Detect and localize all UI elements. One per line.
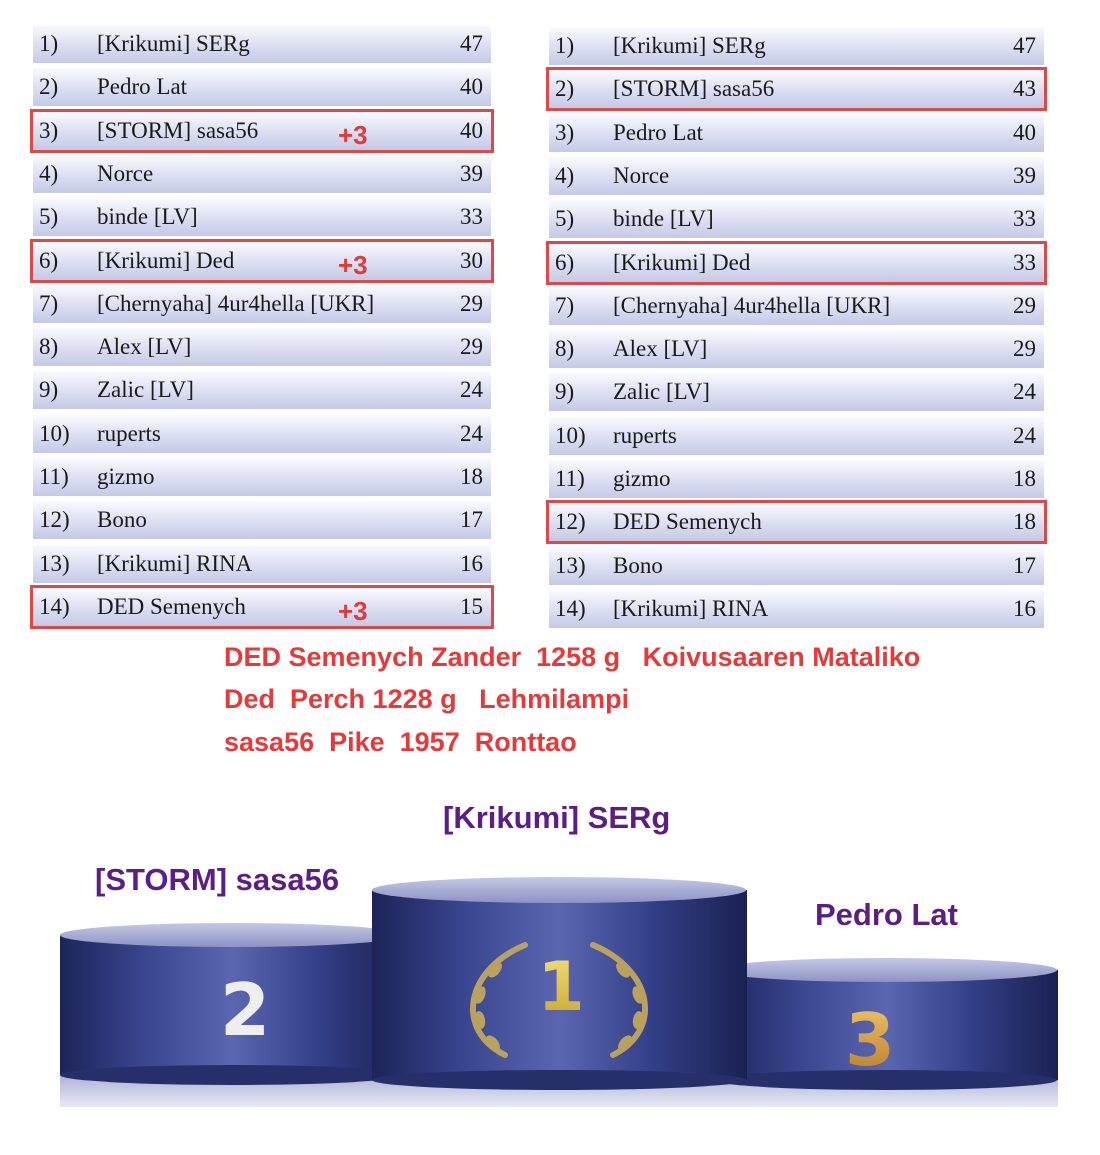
row-player-name: Norce: [613, 162, 670, 188]
row-rank: 10): [555, 422, 586, 448]
standings-row: [33, 25, 491, 63]
row-rank: 14): [555, 595, 586, 621]
standings-row: [549, 157, 1044, 195]
row-rank: 13): [555, 552, 586, 578]
row-player-name: [Chernyaha] 4ur4hella [UKR]: [97, 290, 375, 316]
row-player-name: Alex [LV]: [613, 336, 708, 362]
row-points: 39: [460, 160, 483, 186]
standings-row: [549, 244, 1044, 282]
row-rank: 7): [39, 290, 59, 316]
standings-row: [549, 114, 1044, 152]
podium-third-number: 3: [844, 998, 896, 1082]
standings-after-table: [549, 27, 1044, 625]
row-rank: 14): [39, 593, 70, 619]
catch-note-1: DED Semenych Zander 1258 g Koivusaaren Mataliko: [224, 642, 921, 672]
row-rank: 10): [39, 420, 70, 446]
row-points: 47: [1013, 33, 1036, 58]
row-points: 24: [1013, 379, 1036, 405]
row-points: 33: [1013, 249, 1036, 275]
row-player-name: Bono: [613, 552, 663, 578]
row-rank: 12): [555, 509, 586, 535]
row-rank: 2): [555, 76, 575, 102]
row-points: 24: [460, 420, 483, 446]
standings-row: [549, 27, 1044, 65]
row-player-name: [Krikumi] Ded: [613, 249, 751, 275]
row-points: 39: [1013, 162, 1036, 188]
row-player-name: [Chernyaha] 4ur4hella [UKR]: [613, 292, 891, 318]
row-player-name: [Krikumi] SERg: [97, 31, 250, 56]
row-points: 17: [460, 507, 483, 533]
standings-row: [549, 330, 1044, 368]
standings-row: [549, 287, 1044, 325]
row-player-name: binde [LV]: [613, 206, 714, 232]
podium-second-name: [STORM] sasa56: [95, 862, 340, 897]
bonus-points-label: +3: [338, 249, 368, 280]
standings-row: [549, 547, 1044, 585]
row-points: 24: [1013, 422, 1036, 448]
standings-row: [549, 200, 1044, 238]
standings-row: [549, 373, 1044, 411]
row-player-name: binde [LV]: [97, 204, 198, 230]
row-rank: 12): [39, 507, 70, 533]
row-rank: 8): [39, 334, 59, 360]
row-player-name: [Krikumi] Ded: [97, 247, 235, 273]
standings-row: [33, 242, 491, 280]
row-rank: 13): [39, 550, 70, 576]
row-points: 29: [1013, 336, 1036, 362]
row-rank: 5): [555, 206, 575, 232]
catch-note-3: sasa56 Pike 1957 Ronttao: [224, 727, 577, 757]
bonus-points-label: +3: [338, 119, 368, 150]
row-player-name: gizmo: [97, 464, 155, 489]
row-rank: 3): [555, 119, 575, 145]
row-player-name: Bono: [97, 507, 147, 533]
podium-first-name: [Krikumi] SERg: [443, 800, 671, 835]
row-player-name: Pedro Lat: [613, 119, 704, 145]
row-rank: 1): [39, 31, 59, 56]
podium-second-block: [60, 923, 405, 1085]
row-rank: 9): [39, 377, 59, 403]
row-points: 29: [1013, 292, 1036, 318]
row-player-name: DED Semenych: [97, 593, 246, 619]
row-player-name: ruperts: [97, 420, 161, 446]
row-player-name: [Krikumi] RINA: [613, 595, 769, 621]
row-points: 29: [460, 334, 483, 360]
standings-row: [33, 458, 491, 496]
row-player-name: Zalic [LV]: [97, 377, 194, 403]
row-points: 29: [460, 290, 483, 316]
row-player-name: [Krikumi] SERg: [613, 33, 766, 58]
standings-row: [33, 198, 491, 236]
row-rank: 5): [39, 204, 59, 230]
row-points: 30: [460, 247, 483, 273]
row-rank: 4): [555, 162, 575, 188]
podium-first-number: 1: [537, 948, 585, 1027]
row-player-name: [STORM] sasa56: [97, 117, 259, 143]
row-points: 17: [1013, 552, 1036, 578]
row-rank: 2): [39, 74, 59, 100]
row-points: 18: [460, 464, 483, 489]
row-points: 16: [460, 550, 483, 576]
standings-row: [33, 68, 491, 106]
row-points: 18: [1013, 466, 1036, 491]
standings-row: [33, 371, 491, 409]
row-points: 40: [460, 117, 483, 143]
standings-row: [549, 503, 1044, 541]
podium-third-name: Pedro Lat: [815, 897, 958, 932]
row-rank: 6): [39, 247, 59, 273]
row-rank: 8): [555, 336, 575, 362]
row-rank: 6): [555, 249, 575, 275]
row-points: 18: [1013, 509, 1036, 535]
standings-row: [33, 415, 491, 453]
row-rank: 1): [555, 33, 575, 58]
row-player-name: Zalic [LV]: [613, 379, 710, 405]
row-points: 47: [460, 31, 483, 56]
standings-row: [549, 590, 1044, 628]
standings-before-table: [33, 25, 491, 629]
row-points: 15: [460, 593, 483, 619]
row-points: 43: [1013, 76, 1036, 102]
row-points: 16: [1013, 595, 1036, 621]
row-player-name: gizmo: [613, 466, 671, 491]
standings-row: [33, 545, 491, 583]
row-points: 40: [1013, 119, 1036, 145]
standings-row: [549, 417, 1044, 455]
standings-row: [33, 501, 491, 539]
row-points: 33: [1013, 206, 1036, 232]
row-player-name: [STORM] sasa56: [613, 76, 775, 102]
catch-note-2: Ded Perch 1228 g Lehmilampi: [224, 684, 630, 714]
podium-second-number: 2: [219, 968, 271, 1052]
row-player-name: DED Semenych: [613, 509, 762, 535]
podium-first-block: [372, 877, 747, 1090]
row-rank: 7): [555, 292, 575, 318]
podium-graphic: [55, 860, 1060, 1110]
row-points: 33: [460, 204, 483, 230]
row-points: 40: [460, 74, 483, 100]
row-player-name: Norce: [97, 160, 154, 186]
row-player-name: Alex [LV]: [97, 334, 192, 360]
row-player-name: ruperts: [613, 422, 677, 448]
standings-row: [549, 460, 1044, 498]
standings-row: [33, 285, 491, 323]
row-player-name: Pedro Lat: [97, 74, 188, 100]
standings-row: [33, 588, 491, 626]
row-rank: 9): [555, 379, 575, 405]
standings-row: [33, 328, 491, 366]
bonus-points-label: +3: [338, 595, 368, 626]
standings-row: [549, 70, 1044, 108]
standings-row: [33, 112, 491, 150]
row-rank: 4): [39, 160, 59, 186]
row-player-name: [Krikumi] RINA: [97, 550, 253, 576]
row-points: 24: [460, 377, 483, 403]
podium-third-block: [715, 958, 1058, 1090]
row-rank: 3): [39, 117, 59, 143]
standings-row: [33, 155, 491, 193]
row-rank: 11): [39, 464, 69, 489]
row-rank: 11): [555, 466, 585, 491]
